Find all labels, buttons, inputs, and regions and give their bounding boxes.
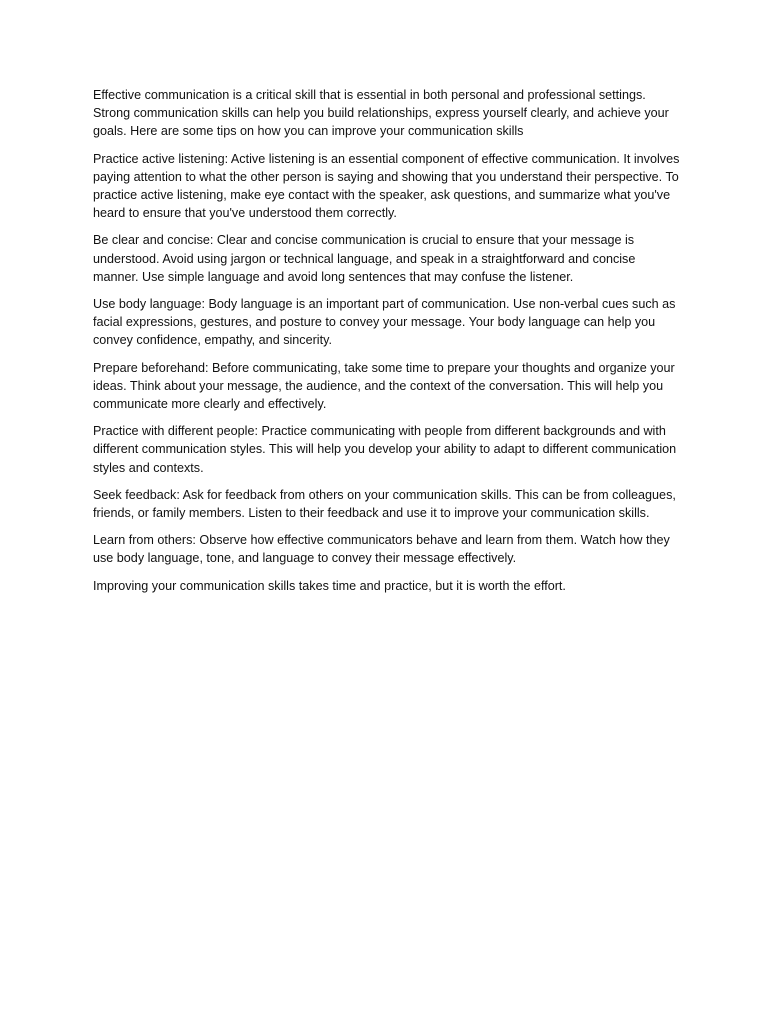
- clear-concise-paragraph: Be clear and concise: Clear and concise communication is crucial to ensure that your message is understood. Avoid using jargon or technical language, and speak in a straightforward and concise manner. Use simple language and avoid long sentences that may confuse the listener.: [93, 233, 636, 284]
- body-language-paragraph: Use body language: Body language is an important part of communication. Use non-verbal cues such as facial expressions, gestures, and posture to convey your message. Your body language can help you convey confidence, empathy, and sincerity.: [93, 297, 676, 348]
- document-body: [93, 86, 683, 604]
- seek-feedback-paragraph: Seek feedback: Ask for feedback from others on your communication skills. This can be from colleagues, friends, or family members. Listen to their feedback and use it to improve your communication skills.: [93, 487, 676, 521]
- different-people-paragraph: Practice with different people: Practice communicating with people from different backgrounds and with different communication styles. This will help you develop your ability to adapt to different communication styles and contexts.: [93, 424, 677, 475]
- learn-from-others-paragraph: Learn from others: Observe how effective communicators behave and learn from them. Watch how they use body language, tone, and language to convey their message effectively.: [93, 533, 670, 566]
- conclusion-paragraph: Improving your communication skills takes time and practice, but it is worth the effort.: [93, 578, 566, 593]
- intro-paragraph: Effective communication is a critical skill that is essential in both personal and professional settings. Strong communication skills can help you build relationships, express yourself clearly, and achieve your goals. Here are some tips on how you can improve your communication skills: [93, 88, 669, 139]
- active-listening-paragraph: Practice active listening: Active listening is an essential component of effective communication. It involves paying attention to what the other person is saying and showing that you understand their perspective. To practice active listening, make eye contact with the speaker, ask questions, and summarize what you've heard to ensure that you've understood them correctly.: [93, 151, 680, 221]
- prepare-beforehand-paragraph: Prepare beforehand: Before communicating, take some time to prepare your thoughts and organize your ideas. Think about your message, the audience, and the context of the conversation. This will help you communicate more clearly and effectively.: [93, 360, 675, 412]
